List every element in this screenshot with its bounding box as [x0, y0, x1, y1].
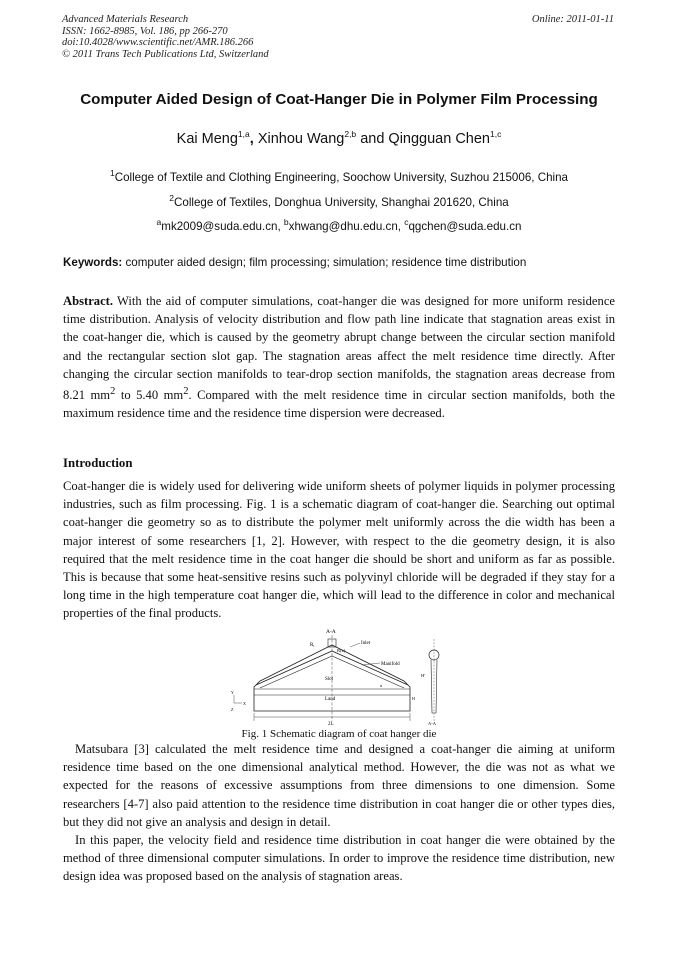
ri-sub-text: i: [313, 644, 315, 648]
copyright-line: © 2011 Trans Tech Publications Ltd, Switzerland: [62, 48, 269, 60]
section-heading-introduction: Introduction: [63, 456, 133, 470]
figure-label-inlet: Inlet: [361, 641, 371, 646]
email-text: qgchen@suda.edu.cn: [408, 219, 522, 233]
figure-label-x: X: [243, 701, 246, 706]
keywords-text: computer aided design; film processing; simulation; residence time distribution: [122, 256, 527, 269]
coat-hanger-die-figure: [222, 625, 452, 728]
keywords: [63, 256, 619, 269]
abstract-sup: 2: [183, 386, 189, 398]
author-separator: ,: [249, 130, 258, 147]
figure-label-z: Z: [231, 707, 234, 712]
keywords-label: Keywords:: [63, 256, 123, 269]
issn-line: ISSN: 1662-8985, Vol. 186, pp 266-270: [62, 25, 228, 37]
online-date: Online: 2011-01-11: [531, 14, 614, 25]
figure-label-width: 2L: [328, 722, 334, 727]
author-line: [0, 129, 678, 147]
affiliation-text: College of Textiles, Donghua University, Shanghai 201620, China: [174, 195, 509, 209]
affiliation-text: College of Textile and Clothing Engineering, Soochow University, Suzhou 215006, China: [114, 170, 569, 184]
intro-paragraph-3: In this paper, the velocity field and residence time distribution in coat hanger die were obtained by the method of three dimensional computer simulations. In order to improve the residence time distribution, new design idea was proposed based on the analysis of stagnation areas.: [63, 833, 615, 884]
figure-label-rx: R(x): [337, 648, 346, 653]
author-name: Kai Meng: [176, 130, 238, 147]
abstract-sup: 2: [110, 386, 116, 398]
affiliation-1: [0, 168, 678, 184]
author-name: Xinhou Wang: [257, 130, 345, 147]
author-name: Qingguan Chen: [388, 130, 490, 147]
affiliation-sup: 2: [169, 193, 174, 203]
figure-label-manifold: Manifold: [381, 662, 400, 667]
abstract-text: With the aid of computer simulations, coat-hanger die was designed for more uniform residence time distribution. Analysis of velocity distribution and flow path line indicate that stagnation areas exist in the coat-hanger die, which is caused by the geometry abrupt change between the circular section manifold and the rectangular section slot gap. The stagnation areas affect the melt residence time directly. After changing the circular section manifolds to tear-drop section manifolds, the stagnation areas decrease from 8.21 mm: [63, 294, 615, 403]
ri-text: R: [310, 643, 314, 648]
author-sup: 2,b: [344, 129, 357, 139]
email-text: mk2009@suda.edu.cn,: [161, 219, 284, 233]
abstract-paragraph: [63, 292, 615, 423]
figure-label-h: H: [412, 696, 415, 701]
email-text: xhwang@dhu.edu.cn,: [288, 219, 405, 233]
figure-label-y: Y: [231, 690, 234, 695]
author-sup: 1,c: [490, 129, 502, 139]
abstract-text: to 5.40 mm: [115, 388, 184, 403]
figure-label-land: Land: [325, 697, 336, 702]
email-line: [0, 217, 678, 233]
figure-label-alpha: α: [380, 683, 383, 688]
email-sup: a: [156, 217, 162, 227]
paper-title: Computer Aided Design of Coat-Hanger Die in Polymer Film Processing: [80, 91, 598, 108]
figure-caption: Fig. 1 Schematic diagram of coat hanger die: [241, 728, 437, 740]
figure-label-aa-top: A-A: [326, 629, 336, 635]
figure-label-h-prime: H': [421, 673, 426, 678]
figure-label-ri: [310, 643, 314, 648]
affiliation-2: [0, 193, 678, 209]
author-sup: 1,a: [237, 129, 250, 139]
doi-line: doi:10.4028/www.scientific.net/AMR.186.266: [62, 37, 254, 48]
journal-name: Advanced Materials Research: [62, 14, 189, 25]
abstract-text: . Compared with the melt residence time in circular section manifolds, both the maximum residence time and the residence time dispersion were decreased.: [63, 388, 615, 421]
affiliation-sup: 1: [109, 168, 115, 178]
email-sup: c: [404, 217, 409, 227]
email-sup: b: [283, 217, 289, 227]
intro-paragraph-1: Coat-hanger die is widely used for delivering wide uniform sheets of polymer liquids in polymer processing industries, such as film processing. Fig. 1 is a schematic diagram of coat-hanger die. Searching out optimal coat-hanger die geometry so as to distribute the polymer melt uniformly across the die width has been a major interest of some researchers [1, 2]. However, with respect to the die geometry design, it is also required that the melt residence time in the coat hanger die should be short and uniform as far as possible. This is because that some heat-sensitive resins such as polyvinyl chloride will be degraded if they stay for a long time in the high temperature coat hanger die, which will lead to the difference in color and mechanical properties of the final products.: [63, 479, 615, 621]
inlet-leader: [350, 643, 360, 647]
abstract-label: Abstract.: [63, 294, 114, 308]
figure-label-aa-side: A-A: [428, 721, 436, 726]
intro-paragraph-2: Matsubara [3] calculated the melt residence time and designed a coat-hanger die aiming at uniform residence time based on the one dimensional analytical method. However, the die was not as what we expected for the reasons of excessive assumptions from three dimensions to one dimension. Some researchers [4-7] also paid attention to the residence time distribution in coat hanger die or other types dies, but they did not give an analysis and design in detail.: [63, 742, 615, 829]
author-separator: and: [356, 130, 389, 147]
figure-label-slot: Slot: [325, 677, 334, 682]
